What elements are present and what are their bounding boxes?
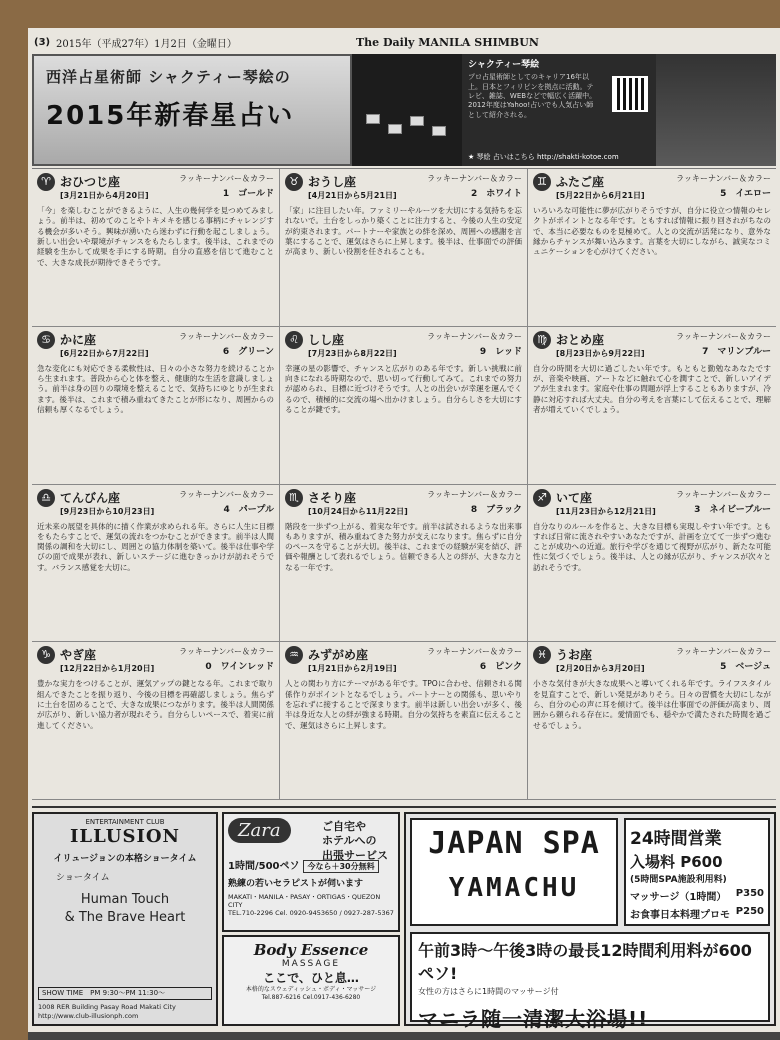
- page-header: [34, 34, 774, 50]
- sign-header: [285, 331, 522, 361]
- newspaper-name: The Daily MANILA SHIMBUN: [356, 35, 539, 49]
- illusion-club-label: ENTERTAINMENT CLUB: [85, 818, 165, 826]
- next-page-edge: [28, 1032, 780, 1040]
- sign-name: やぎ座: [60, 648, 97, 663]
- sign-header: [533, 173, 771, 203]
- illusion-show-title: [38, 891, 212, 926]
- tarot-photo: [352, 54, 462, 166]
- body-essence-tel: Tel.887-6216 Cel.0917-436-6280: [261, 993, 361, 1001]
- zara-headline-2: ホテルへの: [322, 834, 377, 848]
- body-essence-massage: MASSAGE: [281, 959, 341, 969]
- sign-header: [37, 489, 274, 519]
- body-essence-logo: Body Essence: [253, 941, 369, 959]
- sign-text: 近未来の展望を具体的に描く作業が求められる年。さらに人生に目標をもたらすことで、運気の流れをつかむことができます。前半は人間関係の調和を大切にし、周囲との協力体制を築いて。後半は仕事や学びの面で成果が表れ、新しいステージに進むきっかけが訪れそうです。バランス感覚を大切に。: [37, 521, 274, 572]
- sign-dates: [9月23日から10月23日]: [60, 506, 155, 516]
- sign-title: [308, 331, 397, 359]
- sign-text: 自分なりのルールを作ると、大きな目標も実現しやすい年です。ともすれば日常に流されやすいあなたですが、計画を立てて一歩ずつ進むことが成功への近道。旅行や学びを通じて視野が広がり、新たな可能性に気づくでしょう。後半は、人との縁が広がり、チャンスが次々と訪れそうです。: [533, 521, 771, 572]
- sign-text: 小さな気付きが大きな成果へと導いてくれる年です。ライフスタイルを見直すことで、新しい発見がありそう。日々の習慣を大切にしながら、自分の心の声に耳を傾けて。後半は仕事面での評価が高まり、周囲から頼られる存在に。愛情面でも、穏やかで満たされた時間を過ごせるでしょう。: [533, 679, 771, 730]
- zodiac-icon: ♋: [37, 331, 55, 349]
- lucky-label: ラッキーナンバー＆カラー: [676, 331, 771, 341]
- sign-title: [60, 173, 149, 201]
- illusion-showtime-label: ショータイム: [56, 873, 110, 883]
- sign-text: 豊かな実力をつけることが、運気アップの鍵となる年。これまで取り組んできたことを振り返り、今後の目標を再確認しましょう。焦らずに土台を固めることで、大きな成果につながります。後半は人間関係が広がり、新しい協力者が現れそう。自分らしいペースで、着実に前進してください。: [37, 679, 274, 730]
- spa-promo-band: [410, 932, 770, 1031]
- lucky-value: 6 グリーン: [222, 346, 274, 357]
- horoscope-sign: [32, 327, 280, 485]
- ad-zara: [222, 812, 400, 932]
- illusion-web: http://www.club-illusionph.com: [38, 1011, 139, 1020]
- sign-name: いて座: [556, 490, 593, 505]
- sign-name: みずがめ座: [308, 648, 369, 663]
- lucky-label: ラッキーナンバー＆カラー: [427, 647, 522, 657]
- illusion-show-time: SHOW TIME PM 9:30〜PM 11:30〜: [38, 987, 212, 1000]
- lucky-label: ラッキーナンバー＆カラー: [427, 489, 522, 499]
- sign-lucky: [427, 173, 522, 199]
- illusion-tagline: イリュージョンの本格ショータイム: [53, 854, 197, 864]
- zara-headline-3: 出張サービス: [322, 848, 388, 862]
- lucky-label: ラッキーナンバー＆カラー: [179, 647, 274, 657]
- lucky-label: ラッキーナンバー＆カラー: [179, 174, 274, 183]
- sign-text: 急な変化にも対応できる柔軟性は、日々の小さな努力を続けることから生まれます。普段から心と体を整え、健康的な生活を意識しましょう。前半は身の回りの環境を整えることで、気持ちにゆとりが生まれます。後半は、これまで積み重ねてきたことが形になり、周囲からの信頼も厚くなるでしょう。: [37, 363, 274, 414]
- sign-dates: [11月23日から12月21日]: [556, 506, 656, 516]
- advertisement-section: [32, 806, 776, 1031]
- sign-header: [285, 646, 522, 676]
- sign-header: [37, 646, 274, 676]
- lucky-value: 2 ホワイト: [471, 189, 522, 199]
- horoscope-sign: [528, 485, 776, 643]
- lucky-label: ラッキーナンバー＆カラー: [676, 489, 771, 499]
- ad-japan-spa: [404, 812, 776, 1031]
- sign-header: [533, 646, 771, 676]
- profile-title: シャクティー琴絵: [468, 60, 540, 70]
- sign-lucky: [676, 173, 771, 199]
- sign-lucky: [676, 489, 771, 515]
- sign-text: 「家」に注目したい年。ファミリーやルーツを大切にする気持ちを忘れないで。土台をしっかり築くことに注力すると、今後の人生の安定が約束されます。パートナーや家族との絆を深め、周囲への感謝を言葉にすることで、運気はさらに上昇します。後半は、仕事面での評価が高まり、新しい役割を任されることも。: [285, 206, 522, 257]
- sign-dates: [8月23日から9月22日]: [556, 348, 645, 358]
- horoscope-sign: [528, 642, 776, 800]
- page-number: (3): [34, 36, 51, 48]
- sign-dates: [12月22日から1月20日]: [60, 664, 155, 674]
- sign-header: [285, 489, 522, 519]
- illusion-show-2: & The Brave Heart: [64, 909, 186, 925]
- horoscope-sign: [32, 642, 280, 800]
- sign-title: [60, 331, 149, 359]
- sign-lucky: [179, 489, 274, 515]
- spa-fee: 入場料 P600: [630, 853, 723, 871]
- lucky-label: ラッキーナンバー＆カラー: [676, 174, 771, 183]
- lucky-value: 3 ネイビーブルー: [694, 504, 771, 515]
- zodiac-icon: ♓: [533, 646, 551, 664]
- banner-title-box: [32, 54, 352, 166]
- sign-title: [556, 173, 645, 201]
- sign-title: [556, 646, 645, 674]
- lucky-label: ラッキーナンバー＆カラー: [427, 331, 522, 341]
- sign-header: [533, 331, 771, 361]
- zodiac-icon: ♌: [285, 331, 303, 349]
- spa-name-box: [410, 818, 618, 926]
- lucky-label: ラッキーナンバー＆カラー: [179, 331, 274, 341]
- horoscope-sign: [280, 642, 528, 800]
- horoscope-grid: [32, 168, 776, 800]
- lucky-value: 5 イエロー: [720, 189, 771, 199]
- spa-food-row: [630, 906, 764, 921]
- sign-title: [556, 331, 645, 359]
- sign-lucky: [427, 489, 522, 515]
- sign-text: 幸運の星の影響で、チャンスと広がりのある年です。新しい挑戦に前向きになれる時期なので、思い切って行動してみて。これまでの努力が認められ、目標に近づけそうです。人との出会いが幸運を運んでくるので、積極的に交流の場へ出かけましょう。自分らしさを大切にすることが鍵です。: [285, 363, 522, 414]
- lucky-label: ラッキーナンバー＆カラー: [676, 647, 771, 657]
- horoscope-sign: [32, 485, 280, 643]
- sign-name: かに座: [60, 332, 97, 347]
- sign-dates: [4月21日から5月21日]: [308, 191, 397, 200]
- sign-dates: [7月23日から8月22日]: [308, 348, 397, 358]
- spa-info-box: [624, 818, 770, 926]
- sign-name: てんびん座: [60, 490, 121, 505]
- zara-logo: Zara: [228, 818, 291, 843]
- spa-food-price: P250: [735, 906, 764, 917]
- spa-promo: 午前3時〜午後3時の最長12時間利用料が600ペソ!: [418, 941, 752, 983]
- sign-text: 人との関わり方にテーマがある年です。TPOに合わせ、信頼される関係作りがポイントとなるでしょう。パートナーとの関係も、思いやりを忘れずに接することで深まります。前半は新しい出会いが多く、後半は身近な人との絆が強まる時期。自分の気持ちを素直に伝えることで、運気はさらに上昇します。: [285, 679, 522, 730]
- zara-headline: [322, 820, 388, 863]
- sign-lucky: [676, 646, 771, 672]
- newspaper-page: [28, 28, 780, 1040]
- body-essence-note: 本格的なスウェディッシュ・ボディ・マッサージ: [245, 986, 377, 993]
- author-photo: [656, 54, 776, 166]
- zodiac-icon: ♑: [37, 646, 55, 664]
- illusion-show-1: Human Touch: [80, 892, 170, 907]
- sign-dates: [5月22日から6月21日]: [556, 191, 645, 200]
- zodiac-icon: ♏: [285, 489, 303, 507]
- lucky-label: ラッキーナンバー＆カラー: [179, 489, 274, 499]
- zodiac-icon: ♎: [37, 489, 55, 507]
- lucky-value: 6 ピンク: [479, 662, 522, 673]
- zodiac-icon: ♈: [37, 173, 55, 191]
- sign-text: 階段を一歩ずつ上がる、着実な年です。前半は試されるような出来事もありますが、積み重ねてきた努力が支えになります。焦らずに自分のペースを守ることが大切。後半は、これまでの経験が実を結び、評価や報酬として表れるでしょう。信頼できる人との絆が、大きな力となる一年です。: [285, 521, 522, 572]
- zodiac-icon: ♐: [533, 489, 551, 507]
- sign-header: [285, 173, 522, 203]
- ad-illusion: [32, 812, 218, 1026]
- zodiac-icon: ♊: [533, 173, 551, 191]
- banner-title: 2015年新春星占い: [46, 101, 295, 131]
- spa-fee-note: (5時間SPA施設利用料): [630, 875, 727, 885]
- horoscope-sign: [280, 327, 528, 485]
- sign-name: ふたご座: [556, 175, 605, 189]
- spa-massage-price: P350: [735, 888, 764, 899]
- sign-name: おうし座: [308, 175, 357, 189]
- sign-name: しし座: [308, 332, 345, 347]
- zara-option: 今なら＋30分無料: [303, 860, 378, 873]
- sign-lucky: [427, 646, 522, 672]
- sign-lucky: [179, 331, 274, 357]
- spa-massage-row: [630, 888, 764, 903]
- horoscope-sign: [528, 327, 776, 485]
- sign-text: 自分の時間を大切に過ごしたい年です。もともと勤勉なあなたですが、音楽や映画、アートなどに触れて心を潤すことで、新しいアイデアが生まれます。家庭や仕事の問題が浮上することもありますが、冷静に対応すれば大丈夫。自分の考えを言葉にして伝えることで、理解者が増えていくでしょう。: [533, 363, 771, 414]
- zara-locations: MAKATI・MANILA・PASAY・ORTIGAS・QUEZON CITY: [228, 893, 381, 909]
- sign-dates: [10月24日から11月22日]: [308, 506, 408, 516]
- sign-title: [308, 489, 408, 517]
- zara-tel: TEL.710-2296 Cel. 0920-9453650 / 0927-287-5367: [228, 909, 394, 917]
- sign-dates: [1月21日から2月19日]: [308, 664, 397, 674]
- profile-url: ★ 琴絵 占いはこちら http://shakti-kotoe.com: [468, 152, 619, 161]
- sign-title: [556, 489, 656, 517]
- spa-name: JAPAN SPA: [428, 826, 600, 861]
- ad-body-essence: [222, 935, 400, 1026]
- sign-lucky: [179, 173, 274, 199]
- spa-hours: 24時間営業: [630, 829, 722, 849]
- sign-lucky: [179, 646, 274, 672]
- zara-price-text: 1時間/500ペソ: [228, 861, 300, 872]
- sign-name: おとめ座: [556, 332, 605, 347]
- sign-dates: [2月20日から3月20日]: [556, 664, 645, 674]
- illusion-address: 1008 RER Building Pasay Road Makati City: [38, 1003, 176, 1012]
- sign-dates: [3月21日から4月20日]: [60, 191, 149, 200]
- sign-text: 「今」を楽しむことができるように、人生の幾何学を見つめてみましょう。前半は、初めてのことやトキメキを感じる事柄にチャレンジする機会が多いそう。興味が湧いたら迷わずに行動を起こしましょう。新しい出会いや環境がチャンスをもたらします。後半は、これまでの経験を生かして成果を手にする時期。自分の直感を信じて進むことで、大きな成長が期待できそうです。: [37, 206, 274, 267]
- sign-text: いろいろな可能性に夢が広がりそうですが、自分に役立つ情報のセレクトがポイントとなる年です。ともすれば情報に振り回されがちなので、本当に必要なものを見極めて。人との交流が活発になり、意外な縁からチャンスが舞い込みます。言葉を大切にしながら、誠実なコミュニケーションを心がけてください。: [533, 206, 771, 257]
- spa-food: お食事日本料理プロモ: [630, 910, 730, 921]
- lucky-value: 0 ワインレッド: [205, 662, 274, 673]
- lucky-value: 5 ベージュ: [720, 662, 771, 673]
- sign-dates: [6月22日から7月22日]: [60, 348, 149, 358]
- body-essence-catch: ここで、ひと息…: [263, 971, 359, 985]
- zodiac-icon: ♒: [285, 646, 303, 664]
- spa-slogan: マニラ随一清潔大浴場!!: [418, 1007, 649, 1031]
- zara-headline-1: ご自宅や: [322, 820, 366, 833]
- banner-author: 西洋占星術師 シャクティー琴絵の: [46, 68, 291, 86]
- spa-massage: マッサージ（1時間）: [630, 892, 727, 903]
- sign-title: [60, 646, 154, 674]
- sign-name: うお座: [556, 648, 593, 663]
- illusion-footer: [38, 987, 212, 1020]
- horoscope-sign: [280, 169, 528, 327]
- sign-header: [533, 489, 771, 519]
- horoscope-banner: [32, 54, 776, 166]
- zodiac-icon: ♉: [285, 173, 303, 191]
- sign-lucky: [676, 331, 771, 357]
- lucky-label: ラッキーナンバー＆カラー: [427, 174, 522, 183]
- lucky-value: 8 ブラック: [470, 504, 522, 515]
- illusion-logo: ILLUSION: [70, 826, 180, 847]
- sign-name: おひつじ座: [60, 175, 121, 189]
- lucky-value: 4 パープル: [223, 504, 274, 515]
- sign-name: さそり座: [308, 490, 357, 505]
- sign-title: [308, 646, 397, 674]
- qr-code-icon: [612, 76, 648, 112]
- horoscope-sign: [280, 485, 528, 643]
- lucky-value: 1 ゴールド: [222, 189, 274, 199]
- sign-title: [60, 489, 154, 517]
- sign-header: [37, 173, 274, 203]
- profile-text: プロ占星術師としてのキャリア16年以上。日本とフィリピンを拠点に活動。テレビ、雑誌、WEBなどで幅広く活躍中。2012年度はYahoo!占いでも人気占い師として紹介される。: [468, 73, 597, 119]
- author-profile: [462, 54, 656, 166]
- horoscope-sign: [528, 169, 776, 327]
- lucky-value: 9 レッド: [479, 346, 522, 357]
- issue-date: 2015年（平成27年）1月2日（金曜日）: [56, 38, 237, 50]
- spa-name-2: YAMACHU: [448, 873, 580, 903]
- spa-promo-note: 女性の方はさらに1時間のマッサージ付: [418, 987, 559, 996]
- lucky-value: 7 マリンブルー: [702, 346, 771, 357]
- zodiac-icon: ♍: [533, 331, 551, 349]
- horoscope-sign: [32, 169, 280, 327]
- sign-lucky: [427, 331, 522, 357]
- sign-header: [37, 331, 274, 361]
- sign-title: [308, 173, 397, 201]
- zara-therapist: 熟練の若いセラピストが伺います: [228, 879, 364, 889]
